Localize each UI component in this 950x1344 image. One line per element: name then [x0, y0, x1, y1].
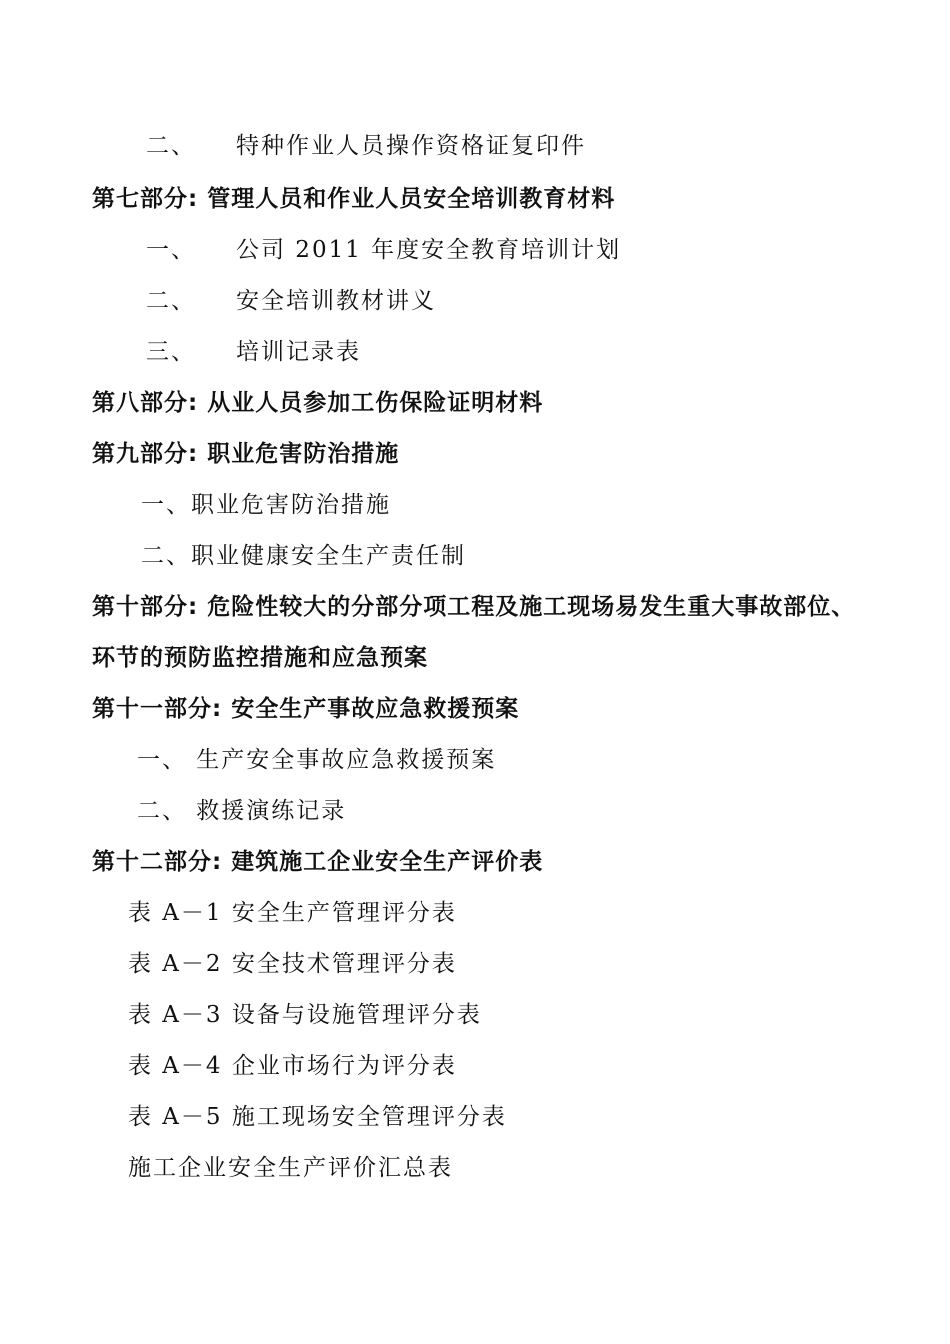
list-item: 一、职业危害防治措施 — [141, 492, 391, 518]
table-reference: 表 A－4 企业市场行为评分表 — [128, 1053, 457, 1079]
table-reference: 表 A－5 施工现场安全管理评分表 — [128, 1104, 507, 1130]
list-item — [146, 286, 436, 316]
item-text: 安全培训教材讲义 — [236, 288, 436, 314]
section-heading: 第十部分: 危险性较大的分部分项工程及施工现场易发生重大事故部位、 — [92, 594, 856, 620]
section-heading: 第十一部分: 安全生产事故应急救援预案 — [92, 696, 520, 722]
list-item — [146, 131, 586, 161]
list-item — [146, 235, 621, 265]
table-reference: 表 A－1 安全生产管理评分表 — [128, 900, 457, 926]
list-item: 二、职业健康安全生产责任制 — [141, 543, 466, 569]
item-number: 一、 — [146, 237, 196, 263]
table-reference: 表 A－2 安全技术管理评分表 — [128, 951, 457, 977]
item-number: 二、 — [146, 288, 196, 314]
item-text: 公司 2011 年度安全教育培训计划 — [236, 237, 622, 263]
section-heading: 第八部分: 从业人员参加工伤保险证明材料 — [92, 390, 544, 416]
section-heading: 第十二部分: 建筑施工企业安全生产评价表 — [92, 849, 544, 875]
item-number: 三、 — [146, 339, 196, 365]
item-text: 培训记录表 — [236, 339, 361, 365]
section-heading: 第七部分: 管理人员和作业人员安全培训教育材料 — [92, 186, 616, 212]
item-text: 特种作业人员操作资格证复印件 — [236, 133, 586, 159]
item-number: 二、 — [146, 133, 196, 159]
table-reference: 表 A－3 设备与设施管理评分表 — [128, 1002, 482, 1028]
section-heading: 第九部分: 职业危害防治措施 — [92, 441, 400, 467]
list-item: 二、 救援演练记录 — [137, 798, 347, 824]
list-item: 一、 生产安全事故应急救援预案 — [137, 747, 497, 773]
list-item — [146, 337, 361, 367]
table-reference: 施工企业安全生产评价汇总表 — [128, 1155, 453, 1181]
section-heading-continued: 环节的预防监控措施和应急预案 — [92, 645, 428, 671]
